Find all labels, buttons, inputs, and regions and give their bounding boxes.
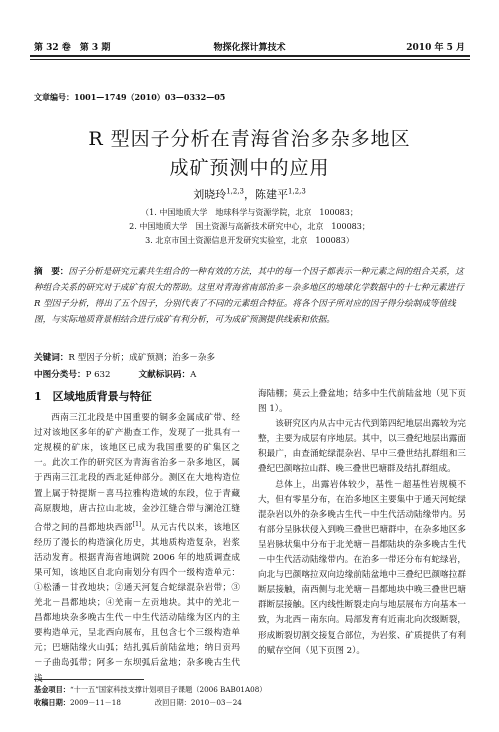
- body-paragraph: 总体上，出露岩体较少，基性－超基性岩规模不大，但有零星分布，在治多地区主要集中于通天河蛇绿混杂岩以外的杂多晚古生代－中生代活动陆缘带内。另有部分呈脉状侵入到晚三叠世巴塘群中，在杂多地区多呈岩脉状集中分布于北羌塘－昌都陆块的杂多晚古生代－中生代活动陆缘带内。在治多一带还分布有蛇绿岩，向北与巴颜喀拉双向边缘前陆盆地中三叠纪巴颜喀拉群断层接触，南西侧与北羌塘－昌都地块中晚三叠世巴塘群断层接触。区内线性断裂走向与地层展布方向基本一致，为北西－南东向。局部发育有近南北向次级断裂，形成断裂切割交接复合部位，为岩浆、矿质提供了有利的赋存空间（见下页图 2）。: [258, 479, 466, 656]
- keywords-label: 关键词：: [34, 353, 69, 363]
- author-name: 陈建平: [255, 188, 288, 201]
- author-name: 刘晓玲: [193, 188, 227, 201]
- header-rule-thin: [30, 59, 470, 60]
- body-paragraph: 该研究区内从古中元古代到第四纪地层出露较为完整，主要为成层有序地层。其中，以三叠纪地层出露面积最广，由查涌蛇绿混杂岩、早中三叠世结扎群组和三叠纪巴颜喀拉山群、晚三叠世巴塘群及结扎群组成。: [258, 419, 466, 475]
- clc-label: 中图分类号：: [34, 370, 86, 380]
- citation-ref: [1]: [132, 520, 142, 528]
- doc-code-label: 文献标识码：: [138, 370, 191, 380]
- affiliation: 2. 中国地质大学 国土资源与高新技术研究中心，北京 100083；: [129, 222, 370, 231]
- keywords-text: R 型因子分析；成矿预测；治多－杂多: [68, 353, 216, 363]
- received-label: 收稿日期：: [34, 698, 70, 707]
- paper-title-line2: 成矿预测中的应用: [169, 157, 330, 179]
- revised-label: 改回日期：: [154, 698, 191, 707]
- dates-note: [34, 698, 242, 708]
- abstract: [34, 264, 466, 328]
- body-column-left: [34, 375, 240, 687]
- body-column-right: [258, 387, 466, 659]
- doc-code-value: A: [190, 370, 197, 380]
- abstract-label: 摘 要：: [34, 267, 69, 277]
- revised-date: 2010－03－24: [190, 698, 242, 707]
- funding-label: 基金项目：: [34, 685, 70, 694]
- author-affiliation-mark: 1,2,3: [288, 187, 306, 196]
- body-paragraph: [34, 411, 240, 687]
- article-number: 文章编号：1001—1749（2010）03—0332—05: [34, 92, 226, 102]
- abstract-text: 因子分析是研究元素共生组合的一种有效的方法，其中的每一个因子都表示一种元素之间的组合关系，这种组合关系的研究对于成矿有很大的帮助。这里对青海省南部治多－杂多地区的地球化学数据中的十七种元素进行 R 型因子分析，得出了五个因子，分别代表了不同的元素组合特征。将各个因子所对应的因子得分绘制成等值线图，与实际地质背景相结合进行成矿有利分析，可为成矿预测提供线索和依据。: [34, 267, 464, 325]
- journal-date: 2010 年 5 月: [406, 43, 465, 53]
- footnote-rule: [34, 679, 144, 680]
- clc-value: P 632: [85, 370, 111, 380]
- paragraph-text: 西南三江北段是中国重要的铜多金属成矿带、经过对该地区多年的矿产勘查工作，发现了一批具有一定规模的矿床，该地区已成为我国重要的矿集区之一。此次工作的研究区为青海省治多－杂多地区，属于西南三江北段的西北延伸部分。测区在大地构造位置上属于特提斯－喜马拉雅构造域的东段，位于青藏高原腹地，唐古拉山北坡，金沙江缝合带与澜沧江缝合带之间的昌都地块西部: [34, 413, 240, 533]
- header-rule: [30, 55, 470, 57]
- affiliation: （1. 中国地质大学 地球科学与资源学院，北京 100083；: [141, 208, 358, 217]
- keywords: [34, 351, 466, 363]
- author-line: [0, 186, 499, 202]
- funding-note: [34, 685, 267, 695]
- affiliation: 3. 北京市国土资源信息开发研究实验室，北京 100083）: [145, 236, 354, 245]
- received-date: 2009－11－18: [69, 698, 121, 707]
- author-affiliation-mark: 1,2,3: [226, 187, 244, 196]
- journal-name: 物探化探计算技术: [213, 43, 286, 53]
- section-heading: 1 区域地质背景与特征: [34, 390, 152, 403]
- paragraph-text-cont: 。从元古代以来，该地区经历了漫长的构造演化历史，其地质构造复杂，岩浆活动发育。根据青海省地调院 2006 年的地质调查成果可知，该地区自北向南划分有四个一级构造单元：①松潘－甘孜地块；②通天河复合蛇绿混杂岩带；③羌北－昌都地块；④羌南－左贡地块。其中的羌北－昌都地块杂多晚古生代－中生代活动陆缘为区内的主要构造单元，呈北西向展布，且包含七个三级构造单元；巴塘陆缘火山弧；结扎弧后前陆盆地；纳日贡玛－子曲岛弧带；阿多－东坝弧后盆地；杂多晚古生代浅: [34, 522, 240, 684]
- journal-volume-issue: 第 32 卷 第 3 期: [34, 43, 111, 53]
- author-separator: ，: [244, 188, 255, 201]
- body-paragraph: 海陆棚；莫云上叠盆地；结多中生代前陆盆地（见下页图 1）。: [258, 389, 466, 415]
- paper-title-line1: R 型因子分析在青海省治多杂多地区: [88, 128, 411, 150]
- funding-text: “十一五”国家科技支撑计划项目子课题（2006 BAB01A08）: [69, 685, 267, 694]
